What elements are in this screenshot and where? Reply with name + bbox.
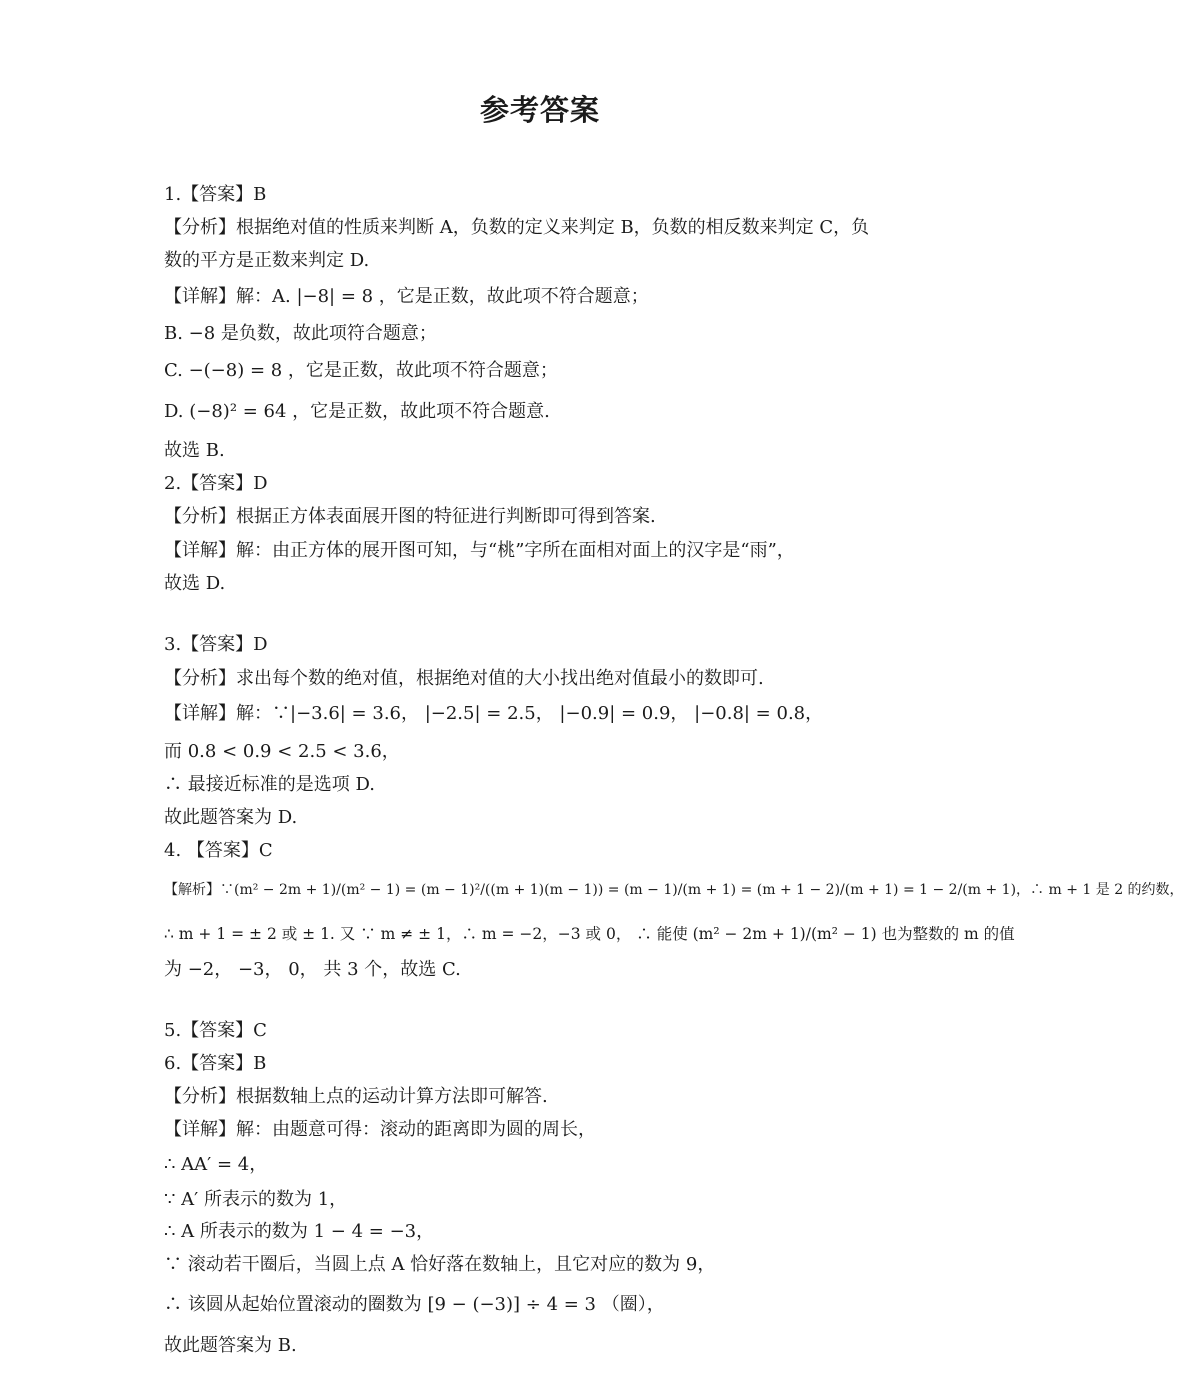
q1-detail-b: B. −8 是负数，故此项符合题意； <box>164 323 437 344</box>
q3-therefore: ∴ 最接近标准的是选项 D. <box>164 774 375 795</box>
q4-conclusion: 为 −2， −3， 0， 共 3 个，故选 C. <box>164 959 461 980</box>
q6-step-4: ∵ 滚动若干圈后，当圆上点 A 恰好落在数轴上，且它对应的数为 9， <box>164 1254 716 1275</box>
q6-answer: 6.【答案】B <box>164 1053 267 1074</box>
q3-conclusion: 故此题答案为 D. <box>164 807 298 828</box>
q1-answer: 1.【答案】B <box>164 184 267 205</box>
q3-detail: 【详解】解：∵|−3.6| = 3.6， |−2.5| = 2.5， |−0.9| = 0.9， |−0.8| = 0.8， <box>164 703 824 724</box>
q6-detail: 【详解】解：由题意可得：滚动的距离即为圆的周长， <box>164 1119 596 1140</box>
q2-conclusion: 故选 D. <box>164 573 226 594</box>
q3-compare: 而 0.8 < 0.9 < 2.5 < 3.6， <box>164 741 400 762</box>
q2-detail: 【详解】解：由正方体的展开图可知，与“桃”字所在面相对面上的汉字是“雨”， <box>164 540 795 561</box>
q6-conclusion: 故此题答案为 B. <box>164 1335 297 1356</box>
q5-answer: 5.【答案】C <box>164 1020 267 1041</box>
q4-solution: 【解析】∵(m² − 2m + 1)/(m² − 1) = (m − 1)²/((m + 1)(m − 1)) = (m − 1)/(m + 1) = (m + 1 − 2)/(m + 1) = 1 − 2/(m + 1)，∴ m + 1 是 2 的约数， <box>164 882 1184 898</box>
q3-answer: 3.【答案】D <box>164 634 268 655</box>
q4-solution-cont: ∴ m + 1 = ± 2 或 ± 1. 又 ∵ m ≠ ± 1，∴ m = −2，−3 或 0， ∴ 能使 (m² − 2m + 1)/(m² − 1) 也为整数的 m 的值 <box>164 925 1015 943</box>
q1-detail-d: D. (−8)² = 64 ，它是正数，故此项不符合题意. <box>164 401 550 422</box>
page-title: 参考答案 <box>479 93 600 127</box>
q3-analysis: 【分析】求出每个数的绝对值，根据绝对值的大小找出绝对值最小的数即可. <box>164 668 764 689</box>
q2-analysis: 【分析】根据正方体表面展开图的特征进行判断即可得到答案. <box>164 506 656 527</box>
q1-analysis-cont: 数的平方是正数来判定 D. <box>164 250 370 271</box>
q2-answer: 2.【答案】D <box>164 473 268 494</box>
q1-conclusion: 故选 B. <box>164 440 225 461</box>
q6-step-1: ∴ AA′ = 4， <box>164 1154 268 1175</box>
q6-step-3: ∴ A 所表示的数为 1 − 4 = −3， <box>164 1221 435 1242</box>
q1-detail-a: 【详解】解：A. |−8| = 8 ，它是正数，故此项不符合题意； <box>164 286 649 307</box>
q1-analysis: 【分析】根据绝对值的性质来判断 A，负数的定义来判定 B，负数的相反数来判定 C，负 <box>164 217 870 238</box>
q6-step-2: ∵ A′ 所表示的数为 1， <box>164 1189 348 1210</box>
q6-step-5: ∴ 该圆从起始位置滚动的圈数为 [9 − (−3)] ÷ 4 = 3 （圈）， <box>164 1294 665 1315</box>
q1-detail-c: C. −(−8) = 8 ，它是正数，故此项不符合题意； <box>164 360 558 381</box>
q6-analysis: 【分析】根据数轴上点的运动计算方法即可解答. <box>164 1086 548 1107</box>
q4-answer: 4. 【答案】C <box>164 840 273 861</box>
